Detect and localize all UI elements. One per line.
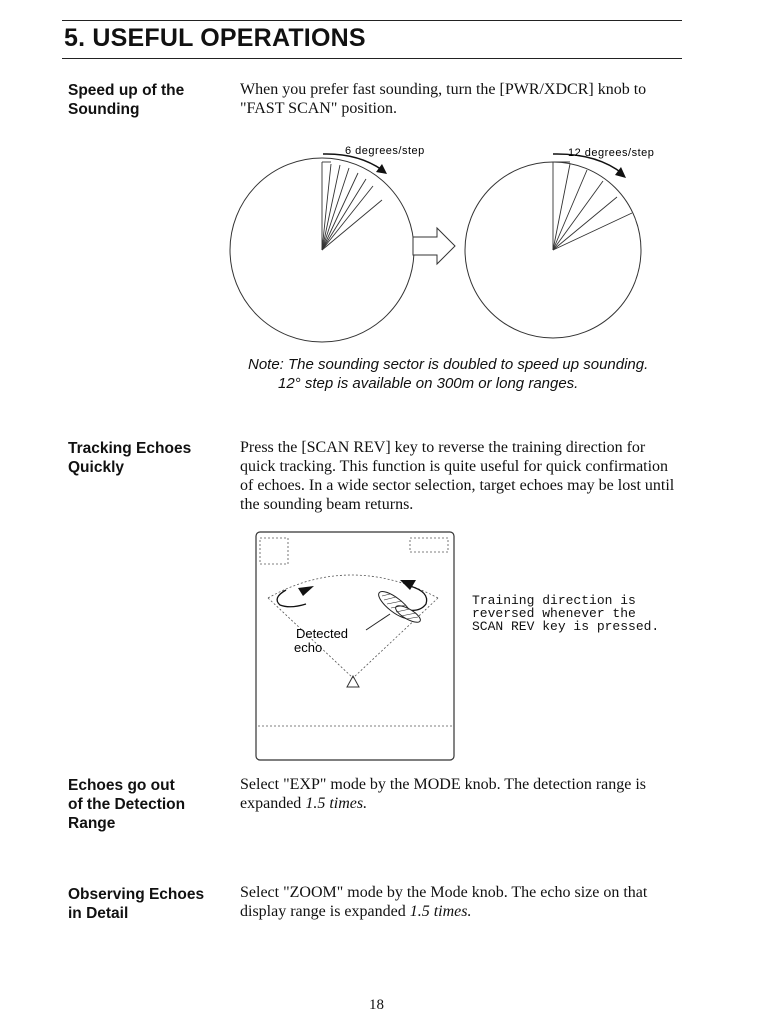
top-rule xyxy=(62,20,682,21)
display-corner-box-right xyxy=(410,538,448,552)
label-12-degrees: 12 degrees/step xyxy=(568,147,655,159)
title-underline xyxy=(62,58,682,59)
scan-rev-display-diagram xyxy=(250,530,460,765)
section-title: 5. USEFUL OPERATIONS xyxy=(64,24,366,52)
observing-body: Select "ZOOM" mode by the Mode knob. The echo size on that display range is expanded 1.5 times. xyxy=(240,884,648,920)
arrow-head-left xyxy=(376,164,387,174)
scan-rev-display-svg xyxy=(250,530,460,765)
sector-lines-left xyxy=(322,162,382,250)
observing-heading: Observing Echoes in Detail xyxy=(68,886,205,922)
speedup-note: Note: The sounding sector is doubled to speed up sounding. 12° step is available on 300m or long ranges. xyxy=(248,356,649,392)
echoes-out-heading: Echoes go out of the Detection Range xyxy=(68,777,186,832)
scan-rev-note: Training direction is reversed whenever the SCAN REV key is pressed. xyxy=(472,593,660,634)
detected-echo-label-2: echo xyxy=(294,640,323,655)
reverse-arrow-right-head xyxy=(400,580,416,590)
speedup-body: When you prefer fast sounding, turn the [PWR/XDCR] knob to "FAST SCAN" position. xyxy=(240,81,647,117)
echoes-out-body: Select "EXP" mode by the MODE knob. The detection range is expanded 1.5 times. xyxy=(240,776,647,812)
scan-sector-diagram xyxy=(225,140,665,355)
page-number: 18 xyxy=(369,997,384,1013)
reverse-arrow-left-head xyxy=(298,586,314,596)
tracking-heading: Tracking Echoes Quickly xyxy=(68,440,192,476)
detected-echo-label: Detected xyxy=(296,626,349,641)
display-corner-box-left xyxy=(260,538,288,564)
speedup-heading: Speed up of the Sounding xyxy=(68,82,185,118)
transition-arrow-icon xyxy=(413,228,455,264)
label-6-degrees: 6 degrees/step xyxy=(345,145,425,157)
tracking-body: Press the [SCAN REV] key to reverse the training direction for quick tracking. This function is quite useful for quick confirmation of echoes. In a wide sector selection, target echoes may be lost until the sounding beam returns. xyxy=(240,439,675,513)
echo-pointer-line xyxy=(366,614,390,630)
scan-sector-svg xyxy=(225,140,665,355)
reverse-arrow-right xyxy=(408,586,427,610)
